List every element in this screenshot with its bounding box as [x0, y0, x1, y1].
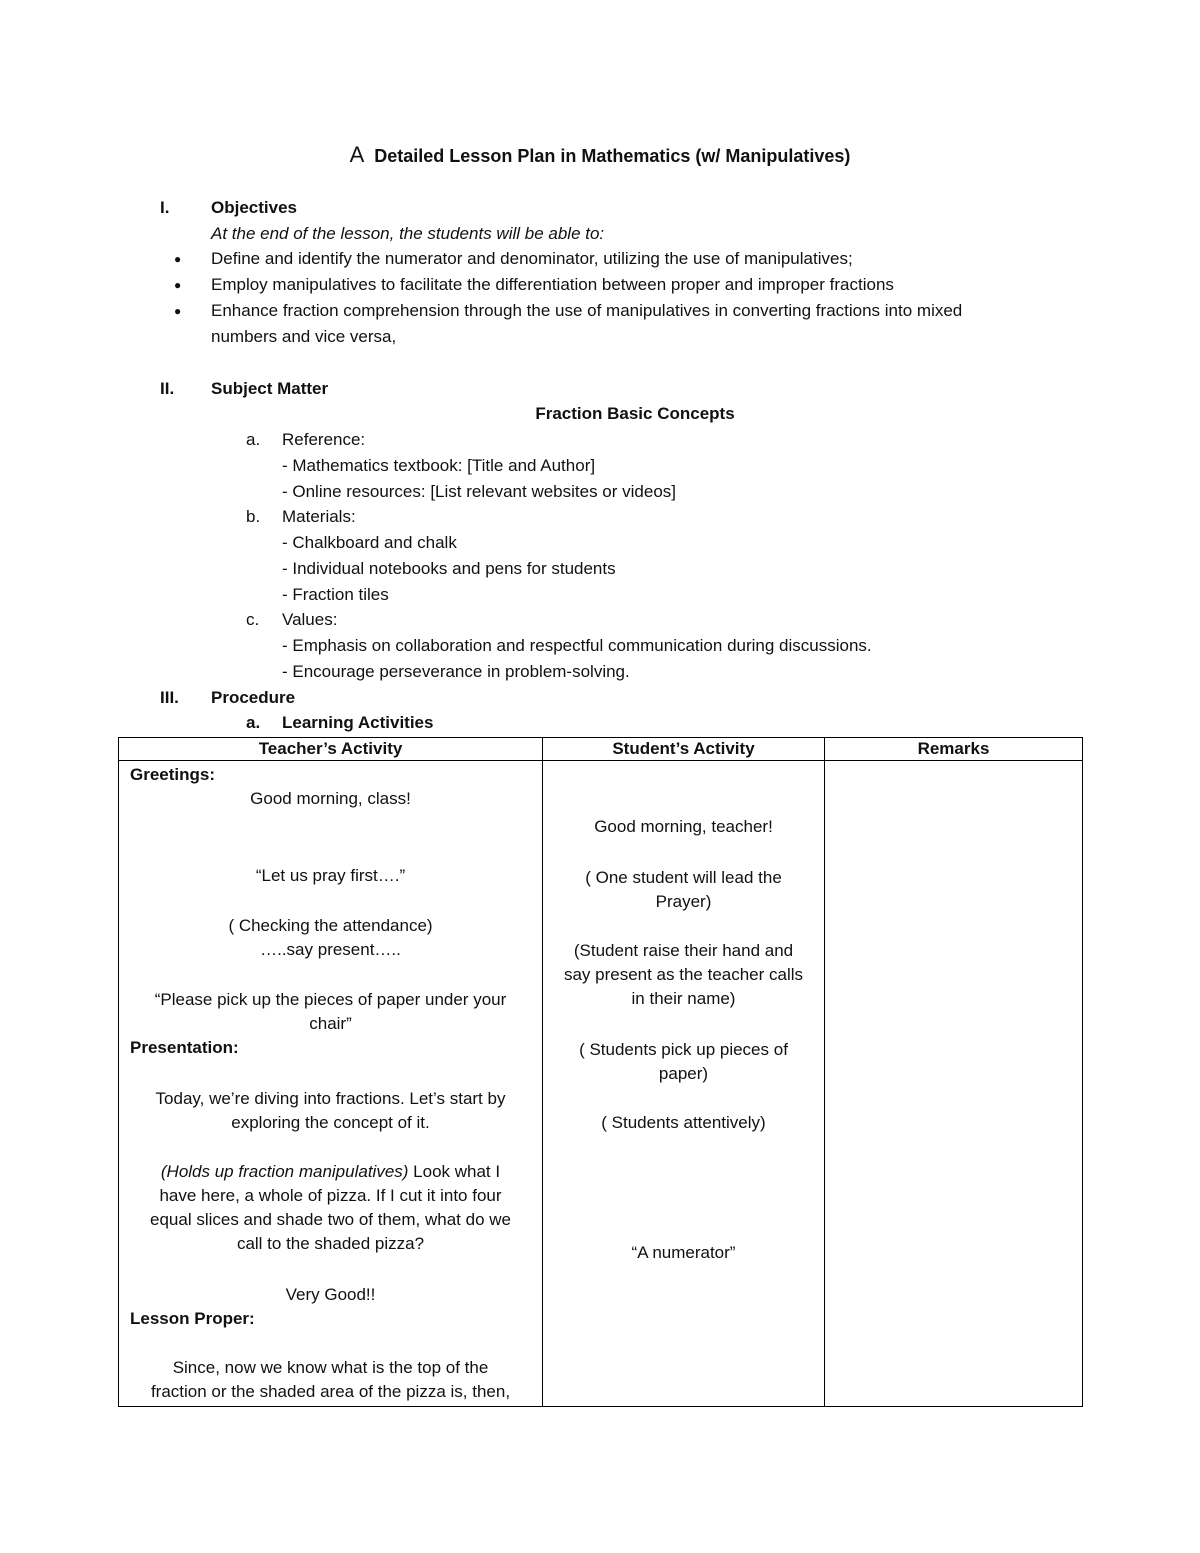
student-line: (Student raise their hand and	[573, 941, 794, 960]
teacher-cell	[119, 761, 543, 1407]
materials-line: - Individual notebooks and pens for students	[282, 559, 616, 578]
objective-item: Enhance fraction comprehension through the use of manipulatives in converting fractions into mixed	[211, 301, 963, 320]
materials-line: - Fraction tiles	[282, 585, 389, 604]
values-heading: Values:	[282, 610, 338, 629]
student-line: “A numerator”	[631, 1243, 736, 1262]
teacher-line: Since, now we know what is the top of the	[172, 1358, 489, 1377]
title-prefix: A	[349, 142, 365, 167]
objectives-intro: At the end of the lesson, the students will be able to:	[211, 224, 605, 243]
teacher-line: chair”	[309, 1014, 352, 1033]
teacher-line: fraction or the shaded area of the pizza is, then,	[150, 1382, 511, 1401]
learning-activities-label: a.	[246, 713, 261, 732]
values-line: - Encourage perseverance in problem-solving.	[282, 662, 630, 681]
header-teacher: Teacher’s Activity	[119, 738, 543, 761]
values-label: c.	[246, 610, 260, 629]
teacher-line: call to the shaded pizza?	[236, 1234, 425, 1253]
activities-table	[118, 737, 1083, 1407]
student-line: paper)	[658, 1064, 709, 1083]
header-student: Student’s Activity	[543, 738, 825, 761]
subject-heading: Subject Matter	[211, 379, 329, 398]
student-line: Prayer)	[655, 892, 712, 911]
page-title	[0, 144, 1200, 167]
teacher-line: Good morning, class!	[250, 789, 411, 808]
materials-line: - Chalkboard and chalk	[282, 533, 457, 552]
reference-line: - Online resources: [List relevant websites or videos]	[282, 482, 677, 501]
teacher-line: Today, we’re diving into fractions. Let’s start by	[155, 1089, 506, 1108]
student-line: say present as the teacher calls	[563, 965, 804, 984]
lesson-proper-heading: Lesson Proper:	[130, 1309, 255, 1328]
teacher-line: exploring the concept of it.	[231, 1113, 430, 1132]
objective-item: Employ manipulatives to facilitate the differentiation between proper and improper fractions	[211, 275, 894, 294]
values-line: - Emphasis on collaboration and respectful communication during discussions.	[282, 636, 872, 655]
teacher-line: equal slices and shade two of them, what do we	[150, 1210, 511, 1229]
objectives-heading: Objectives	[211, 198, 297, 217]
title-text: Detailed Lesson Plan in Mathematics (w/ Manipulatives)	[374, 146, 851, 166]
student-line: Good morning, teacher!	[594, 817, 773, 836]
teacher-line: “Please pick up the pieces of paper under your	[154, 990, 507, 1009]
presentation-heading: Presentation:	[130, 1038, 239, 1057]
reference-heading: Reference:	[282, 430, 366, 449]
subject-topic: Fraction Basic Concepts	[535, 404, 735, 423]
table-row	[119, 761, 1083, 1407]
procedure-heading: Procedure	[211, 688, 296, 707]
teacher-line: Very Good!!	[285, 1285, 376, 1304]
bullet-icon: ●	[174, 278, 182, 292]
teacher-line: have here, a whole of pizza. If I cut it into four	[159, 1186, 502, 1205]
bullet-icon: ●	[174, 252, 182, 266]
reference-label: a.	[246, 430, 261, 449]
teacher-line	[119, 1160, 542, 1184]
subject-numeral: II.	[160, 379, 175, 398]
teacher-line: …..say present…..	[260, 940, 401, 959]
student-line: ( Students attentively)	[601, 1113, 766, 1132]
procedure-numeral: III.	[160, 688, 179, 707]
objective-item: Define and identify the numerator and denominator, utilizing the use of manipulatives;	[211, 249, 853, 268]
teacher-line: ( Checking the attendance)	[228, 916, 433, 935]
student-line: ( One student will lead the	[585, 868, 782, 887]
greetings-heading: Greetings:	[130, 765, 216, 784]
student-line: in their name)	[631, 989, 736, 1008]
teacher-line-rest: Look what I	[408, 1162, 501, 1181]
materials-label: b.	[246, 507, 261, 526]
objectives-numeral: I.	[160, 198, 170, 217]
objective-item-continued: numbers and vice versa,	[211, 327, 397, 346]
teacher-line: “Let us pray first….”	[255, 866, 406, 885]
materials-heading: Materials:	[282, 507, 356, 526]
table-header-row	[119, 738, 1083, 761]
remarks-cell	[825, 761, 1083, 1407]
reference-line: - Mathematics textbook: [Title and Author]	[282, 456, 596, 475]
learning-activities-heading: Learning Activities	[282, 713, 434, 732]
student-line: ( Students pick up pieces of	[579, 1040, 788, 1059]
header-remarks: Remarks	[825, 738, 1083, 761]
teacher-action-italic: (Holds up fraction manipulatives)	[160, 1162, 409, 1181]
bullet-icon: ●	[174, 304, 182, 318]
student-cell	[543, 761, 825, 1407]
